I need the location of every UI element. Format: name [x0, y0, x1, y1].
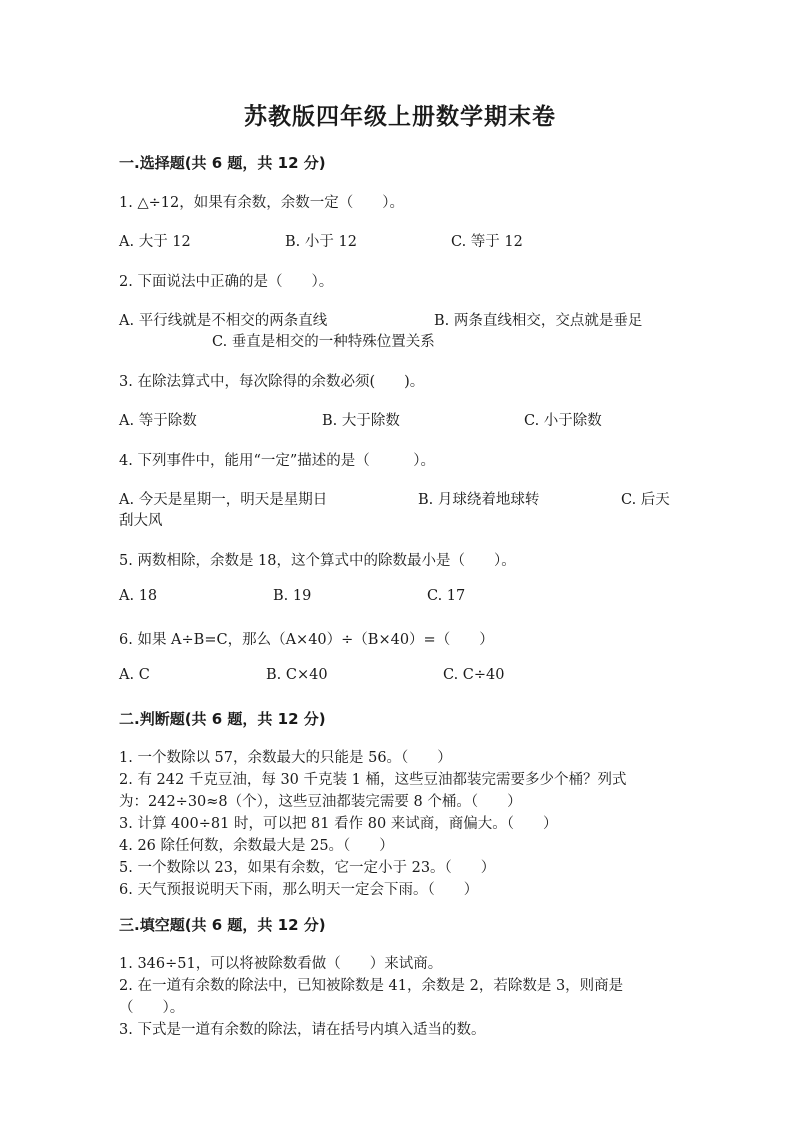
option-b: B. 大于除数	[322, 413, 400, 429]
option-c: C. C÷40	[443, 667, 505, 683]
fill-line: 1. 346÷51，可以将被除数看做（ ）来试商。	[119, 956, 443, 972]
judge-line: 为：242÷30≈8（个），这些豆油都装完需要 8 个桶。（ ）	[119, 794, 522, 810]
option-b: B. 月球绕着地球转	[418, 492, 540, 508]
fill-line: 3. 下式是一道有余数的除法，请在括号内填入适当的数。	[119, 1022, 486, 1038]
question-stem: 4. 下列事件中，能用“一定”描述的是（ ）。	[119, 453, 436, 469]
option-c: C. 垂直是相交的一种特殊位置关系	[212, 334, 435, 350]
question-stem: 5. 两数相除，余数是 18，这个算式中的除数最小是（ ）。	[119, 553, 516, 569]
option-a: A. 大于 12	[119, 234, 191, 250]
option-c: C. 17	[427, 588, 466, 604]
section-heading-fill: 三.填空题(共 6 题，共 12 分)	[119, 916, 326, 934]
option-a: A. 等于除数	[119, 413, 197, 429]
option-a: A. 18	[119, 588, 158, 604]
option-b: B. C×40	[266, 667, 328, 683]
option-a: A. 今天是星期一，明天是星期日	[119, 492, 328, 508]
question-stem: 2. 下面说法中正确的是（ ）。	[119, 274, 334, 290]
judge-line: 1. 一个数除以 57，余数最大的只能是 56。（ ）	[119, 750, 452, 766]
question-stem: 6. 如果 A÷B=C，那么（A×40）÷（B×40）=（ ）	[119, 632, 494, 648]
option-c: C. 小于除数	[524, 413, 602, 429]
option-c: C. 等于 12	[451, 234, 523, 250]
judge-line: 6. 天气预报说明天下雨，那么明天一定会下雨。（ ）	[119, 882, 479, 898]
option-c: C. 后天	[621, 492, 670, 508]
judge-line: 3. 计算 400÷81 时，可以把 81 看作 80 来试商，商偏大。（ ）	[119, 816, 558, 832]
option-a: A. C	[119, 667, 150, 683]
judge-line: 4. 26 除任何数，余数最大是 25。（ ）	[119, 838, 394, 854]
question-stem: 1. △÷12，如果有余数，余数一定（ ）。	[119, 195, 404, 211]
fill-line: 2. 在一道有余数的除法中，已知被除数是 41，余数是 2，若除数是 3，则商是	[119, 978, 624, 994]
option-b: B. 小于 12	[285, 234, 357, 250]
section-heading-judge: 二.判断题(共 6 题，共 12 分)	[119, 710, 326, 728]
page-title: 苏教版四年级上册数学期末卷	[244, 104, 556, 130]
judge-line: 2. 有 242 千克豆油，每 30 千克装 1 桶，这些豆油都装完需要多少个桶？列式	[119, 772, 627, 788]
judge-line: 5. 一个数除以 23，如果有余数，它一定小于 23。（ ）	[119, 860, 496, 876]
option-b: B. 19	[273, 588, 312, 604]
section-heading-choice: 一.选择题(共 6 题，共 12 分)	[119, 154, 326, 172]
option-c-continued: 刮大风	[119, 513, 163, 529]
option-b: B. 两条直线相交，交点就是垂足	[434, 313, 643, 329]
fill-line: （ ）。	[119, 1000, 185, 1016]
question-stem: 3. 在除法算式中，每次除得的余数必须( )。	[119, 374, 425, 390]
option-a: A. 平行线就是不相交的两条直线	[119, 313, 328, 329]
